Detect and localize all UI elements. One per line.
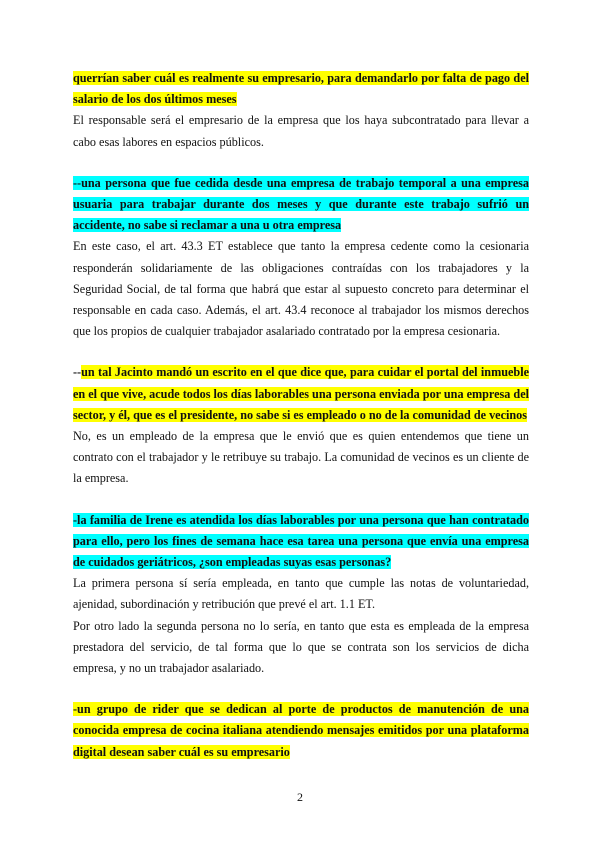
section-gap — [73, 153, 529, 173]
section-gap — [73, 490, 529, 510]
page-content — [73, 68, 529, 763]
question-1 — [73, 68, 529, 110]
section-gap — [73, 342, 529, 362]
answer-paragraph: Por otro lado la segunda persona no lo sería, en tanto que esta es empleada de la empresa prestadora del servicio, de tal forma que lo que se contrata son los servicios de dicha empresa, y no un trabajador asalariado. — [73, 618, 529, 676]
question-prefix: -- — [73, 365, 82, 380]
question-text: un tal Jacinto mandó un escrito en el que dice que, para cuidar el portal del inmueble en el que vive, acude todos los días laborables una persona enviada por una empresa del sector, y él, que es el presidente, no sabe si es empleado o no de la comunidad de vecinos — [73, 365, 529, 422]
question-text: --una persona que fue cedida desde una empresa de trabajo temporal a una empresa usuaria para trabajar durante dos meses y que durante este trabajo sufrió un accidente, no sabe si reclamar a una u otra empresa — [73, 175, 529, 233]
answer-paragraph: La primera persona sí sería empleada, en tanto que cumple las notas de voluntariedad, ajenidad, subordinación y retribución que prevé el art. 1.1 ET. — [73, 576, 529, 612]
question-text: querrían saber cuál es realmente su empresario, para demandarlo por falta de pago del salario de los dos últimos meses — [73, 71, 529, 107]
question-text: -la familia de Irene es atendida los días laborables por una persona que han contratado para ello, pero los fines de semana hace esa tarea una persona que envía una empresa de cuidados geriátricos, ¿son empleadas suyas esas personas? — [73, 512, 529, 570]
section-gap — [73, 679, 529, 699]
page-number: 2 — [297, 790, 303, 804]
question-3 — [73, 362, 529, 426]
answer-paragraph: En este caso, el art. 43.3 ET establece que tanto la empresa cedente como la cesionaria responderán solidariamente de las obligaciones contraídas con los trabajadores y la Seguridad Social, de tal forma que habrá que estar al supuesto concreto para determinar el responsable en cada caso. Además, el art. 43.4 reconoce al trabajador los mismos derechos que los propios de cualquier trabajador asalariado contratado por la empresa cesionaria. — [73, 239, 529, 339]
question-5 — [73, 699, 529, 763]
question-2 — [73, 173, 529, 237]
question-4 — [73, 510, 529, 574]
answer-paragraph: El responsable será el empresario de la empresa que los haya subcontratado para llevar a cabo esas labores en espacios públicos. — [73, 113, 529, 149]
answer-paragraph: No, es un empleado de la empresa que le envió que es quien entendemos que tiene un contrato con el trabajador y le retribuye su trabajo. La comunidad de vecinos es un cliente de la empresa. — [73, 429, 529, 486]
question-text: -un grupo de rider que se dedican al porte de productos de manutención de una conocida empresa de cocina italiana atendiendo mensajes emitidos por una plataforma digital desean saber cuál es su empresario — [73, 702, 529, 759]
